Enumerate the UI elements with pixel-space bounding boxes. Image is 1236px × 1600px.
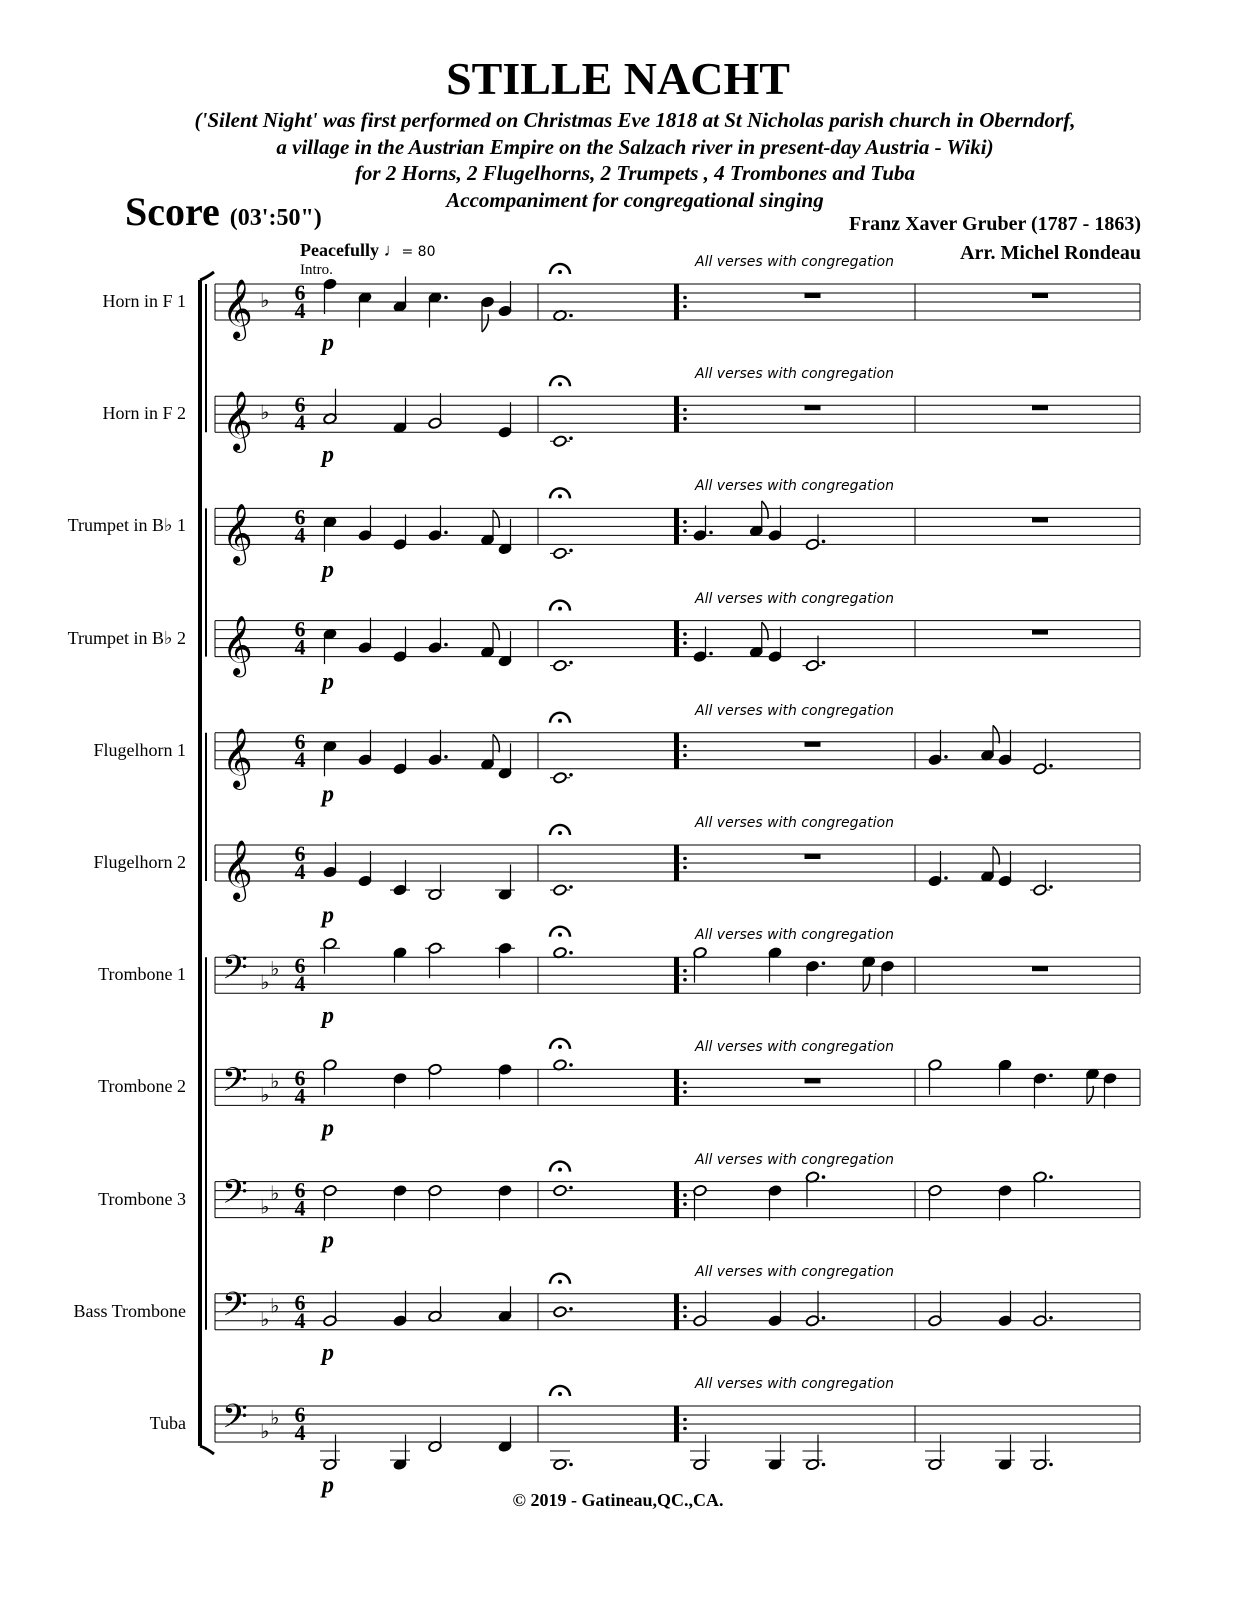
bracket-hook <box>200 272 214 280</box>
flat-icon: ♭ <box>270 1068 280 1093</box>
dynamic-marking: p <box>322 442 334 469</box>
verse-direction: All verses with congregation <box>695 1263 894 1280</box>
staff <box>215 601 1140 696</box>
dynamic-marking: p <box>322 1227 334 1254</box>
repeat-barline <box>674 733 679 769</box>
note-flag <box>993 725 999 743</box>
time-signature-bottom: 4 <box>294 971 306 997</box>
instrument-name: Trombone 1 <box>98 964 186 985</box>
time-signature-bottom: 4 <box>294 859 306 884</box>
time-signature-top: 6 <box>294 392 306 418</box>
fermata-dot <box>558 1045 562 1049</box>
augmentation-dot <box>569 1186 573 1190</box>
augmentation-dot <box>944 876 948 880</box>
fermata-dot <box>558 607 562 611</box>
time-signature-bottom: 4 <box>294 1307 306 1333</box>
augmentation-dot <box>569 549 573 553</box>
verse-direction: All verses with congregation <box>695 366 894 383</box>
verse-direction: All verses with congregation <box>695 1376 894 1392</box>
repeat-dot <box>683 857 687 861</box>
whole-rest <box>805 1078 821 1083</box>
treble-clef-icon: 𝄞 <box>222 391 253 452</box>
staff <box>215 825 1140 929</box>
instrument-name: Flugelhorn 1 <box>93 739 186 760</box>
time-signature-bottom: 4 <box>294 1420 306 1445</box>
flat-icon: ♭ <box>260 1194 270 1219</box>
quarter-note-icon: ♩ <box>383 240 402 260</box>
instrument-name: Flugelhorn 2 <box>93 852 186 872</box>
dynamic-marking: p <box>322 1339 334 1366</box>
augmentation-dot <box>569 773 573 777</box>
repeat-dot <box>683 978 687 982</box>
bass-clef-icon: 𝄢 <box>222 1173 248 1220</box>
augmentation-dot <box>1049 764 1053 768</box>
augmentation-dot <box>822 1463 826 1467</box>
verse-direction: All verses with congregation <box>695 478 894 495</box>
augmentation-dot <box>1049 1316 1053 1320</box>
fermata-dot <box>558 831 562 835</box>
augmentation-dot <box>569 1307 573 1311</box>
repeat-barline <box>674 396 679 432</box>
note-head <box>553 1185 567 1197</box>
bass-clef-icon: 𝄢 <box>222 1061 248 1108</box>
fermata-dot <box>558 494 562 498</box>
repeat-dot <box>683 641 687 645</box>
augmentation-dot <box>822 1175 826 1179</box>
time-signature-top: 6 <box>294 728 306 754</box>
repeat-dot <box>683 1090 687 1094</box>
dynamic-marking: p <box>322 902 334 929</box>
flat-icon: ♭ <box>260 970 270 995</box>
time-signature-bottom: 4 <box>294 1195 306 1221</box>
instrument-name: Trumpet in B♭ 2 <box>67 627 186 648</box>
repeat-barline <box>674 1182 679 1218</box>
instrument-name: Trumpet in B♭ 1 <box>67 515 186 536</box>
time-signature-top: 6 <box>294 1177 306 1203</box>
time-signature-top: 6 <box>294 1402 306 1427</box>
flat-icon: ♭ <box>260 288 270 312</box>
note-flag <box>493 622 499 640</box>
augmentation-dot <box>1049 1463 1053 1467</box>
augmentation-dot <box>569 661 573 665</box>
bass-clef-icon: 𝄢 <box>222 1398 248 1444</box>
fermata-dot <box>558 1392 562 1396</box>
repeat-dot <box>683 866 687 870</box>
augmentation-dot <box>709 652 713 656</box>
tempo-text: Peacefully <box>300 240 379 260</box>
repeat-dot <box>683 296 687 300</box>
tempo-value: = 80 <box>401 244 436 260</box>
repeat-barline <box>674 284 679 320</box>
dynamic-marking: p <box>322 669 334 696</box>
repeat-dot <box>683 1306 687 1310</box>
note-flag <box>762 622 768 640</box>
augmentation-dot <box>444 296 448 300</box>
staff <box>215 1386 1140 1499</box>
augmentation-dot <box>822 540 826 544</box>
repeat-dot <box>683 529 687 533</box>
piece-title: STILLE NACHT <box>446 53 790 104</box>
copyright: © 2019 - Gatineau,QC.,CA. <box>512 1490 724 1510</box>
repeat-dot <box>683 969 687 973</box>
verse-direction: All verses with congregation <box>695 1039 894 1056</box>
time-signature-top: 6 <box>294 1289 306 1315</box>
repeat-barline <box>674 621 679 657</box>
flat-icon: ♭ <box>260 1082 270 1107</box>
augmentation-dot <box>444 755 448 759</box>
instrument-name: Tuba <box>149 1413 186 1433</box>
dynamic-marking: p <box>322 1472 334 1499</box>
repeat-barline <box>674 1069 679 1105</box>
time-signature-top: 6 <box>294 841 306 866</box>
time-signature-top: 6 <box>294 280 306 305</box>
augmentation-dot <box>944 755 948 759</box>
repeat-dot <box>683 754 687 758</box>
instrument-name: Trombone 3 <box>98 1188 186 1209</box>
fermata-dot <box>558 382 562 386</box>
score-label: Score <box>125 189 220 234</box>
fermata-dot <box>558 933 562 937</box>
composer: Franz Xaver Gruber (1787 - 1863) <box>849 213 1141 235</box>
augmentation-dot <box>1049 1175 1053 1179</box>
note-flag <box>1087 1086 1093 1104</box>
whole-rest <box>805 293 821 298</box>
augmentation-dot <box>822 661 826 665</box>
note-flag <box>493 510 499 528</box>
treble-clef-icon: 𝄞 <box>222 840 253 900</box>
repeat-barline <box>674 957 679 993</box>
flat-icon: ♭ <box>260 1419 270 1443</box>
section-label: Intro. <box>300 262 333 278</box>
repeat-barline <box>674 1406 679 1442</box>
note-head <box>553 884 567 896</box>
treble-clef-icon: 𝄞 <box>222 615 253 676</box>
flat-icon: ♭ <box>260 400 270 425</box>
verse-direction: All verses with congregation <box>695 702 894 719</box>
staff <box>215 1274 1140 1366</box>
repeat-dot <box>683 408 687 412</box>
treble-clef-icon: 𝄞 <box>222 503 253 564</box>
note-flag <box>493 734 499 752</box>
staff <box>215 1039 1140 1142</box>
staff <box>215 927 1140 1029</box>
augmentation-dot <box>1049 885 1053 889</box>
bass-clef-icon: 𝄢 <box>222 949 248 996</box>
flat-icon: ♭ <box>270 1181 280 1206</box>
dynamic-marking: p <box>322 781 334 808</box>
augmentation-dot <box>569 436 573 440</box>
verse-direction: All verses with congregation <box>695 590 894 607</box>
note-head <box>553 435 567 447</box>
augmentation-dot <box>444 531 448 535</box>
repeat-barline <box>674 845 679 881</box>
flat-icon: ♭ <box>260 1306 270 1331</box>
staff <box>215 264 1140 356</box>
augmentation-dot <box>822 1316 826 1320</box>
verse-direction: All verses with congregation <box>695 1151 894 1168</box>
repeat-barline <box>674 1294 679 1330</box>
instrument-name: Bass Trombone <box>73 1300 186 1321</box>
instrument-name: Trombone 2 <box>98 1076 186 1097</box>
repeat-dot <box>683 417 687 421</box>
augmentation-dot <box>569 885 573 889</box>
arranger: Arr. Michel Rondeau <box>960 242 1141 264</box>
note-flag <box>863 974 869 992</box>
whole-rest <box>805 742 821 747</box>
duration: (03':50") <box>229 205 322 231</box>
fermata-dot <box>558 1168 562 1172</box>
augmentation-dot <box>822 961 826 965</box>
subtitle-line: a village in the Austrian Empire on the Salzach river in present-day Austria - Wiki) <box>276 135 994 159</box>
repeat-dot <box>683 632 687 636</box>
fermata-dot <box>558 719 562 723</box>
treble-clef-icon: 𝄞 <box>222 727 253 788</box>
repeat-dot <box>683 1418 687 1422</box>
note-head <box>553 772 567 784</box>
bracket-hook <box>200 1446 214 1454</box>
flat-icon: ♭ <box>270 956 280 981</box>
repeat-dot <box>683 1081 687 1085</box>
time-signature-bottom: 4 <box>294 746 306 772</box>
repeat-dot <box>683 1193 687 1197</box>
verse-direction: All verses with congregation <box>695 815 894 831</box>
instrumentation: for 2 Horns, 2 Flugelhorns, 2 Trumpets , 4 Trombones and Tuba <box>354 161 916 185</box>
note-head <box>553 660 567 672</box>
augmentation-dot <box>1049 1074 1053 1078</box>
repeat-dot <box>683 1427 687 1431</box>
augmentation-dot <box>569 1063 573 1067</box>
note-flag <box>993 847 999 865</box>
repeat-dot <box>683 1315 687 1319</box>
repeat-barline <box>674 508 679 544</box>
augmentation-dot <box>569 314 573 318</box>
staff <box>215 1162 1140 1254</box>
bass-clef-icon: 𝄢 <box>222 1285 248 1332</box>
staff <box>215 713 1140 808</box>
time-signature-bottom: 4 <box>294 1083 306 1109</box>
whole-rest <box>805 854 821 859</box>
note-head <box>553 1306 567 1318</box>
whole-rest <box>1032 517 1048 522</box>
staff <box>215 376 1140 468</box>
dynamic-marking: p <box>322 1115 334 1142</box>
time-signature-bottom: 4 <box>294 634 306 660</box>
whole-rest <box>1032 630 1048 635</box>
time-signature-top: 6 <box>294 504 306 530</box>
dynamic-marking: p <box>322 556 334 583</box>
time-signature-top: 6 <box>294 1065 306 1091</box>
repeat-dot <box>683 520 687 524</box>
whole-rest <box>1032 405 1048 410</box>
whole-rest <box>1032 966 1048 971</box>
flat-icon: ♭ <box>270 1405 280 1430</box>
treble-clef-icon: 𝄞 <box>222 279 253 339</box>
note-head <box>553 547 567 559</box>
augmentation-dot <box>709 531 713 535</box>
whole-rest <box>1032 293 1048 298</box>
purpose: Accompaniment for congregational singing <box>446 188 824 212</box>
staff <box>215 488 1140 583</box>
repeat-dot <box>683 745 687 749</box>
note-flag <box>762 501 768 519</box>
time-signature-bottom: 4 <box>294 410 306 436</box>
fermata-dot <box>558 270 562 274</box>
dynamic-marking: p <box>322 330 334 356</box>
dynamic-marking: p <box>322 1003 334 1030</box>
whole-rest <box>805 405 821 410</box>
verse-direction: All verses with congregation <box>695 254 894 270</box>
time-signature-top: 6 <box>294 616 306 642</box>
instrument-name: Horn in F 1 <box>102 291 186 311</box>
flat-icon: ♭ <box>270 1293 280 1318</box>
time-signature-bottom: 4 <box>294 522 306 548</box>
note-flag <box>482 314 488 332</box>
repeat-dot <box>683 1202 687 1206</box>
repeat-dot <box>683 305 687 309</box>
augmentation-dot <box>569 951 573 955</box>
augmentation-dot <box>569 1463 573 1467</box>
instrument-name: Horn in F 2 <box>102 403 186 424</box>
verse-direction: All verses with congregation <box>695 927 894 944</box>
fermata-dot <box>558 1280 562 1284</box>
subtitle-line: ('Silent Night' was first performed on Christmas Eve 1818 at St Nicholas parish church in Oberndorf, <box>194 108 1076 132</box>
augmentation-dot <box>444 643 448 647</box>
time-signature-top: 6 <box>294 953 306 979</box>
time-signature-bottom: 4 <box>294 298 306 323</box>
